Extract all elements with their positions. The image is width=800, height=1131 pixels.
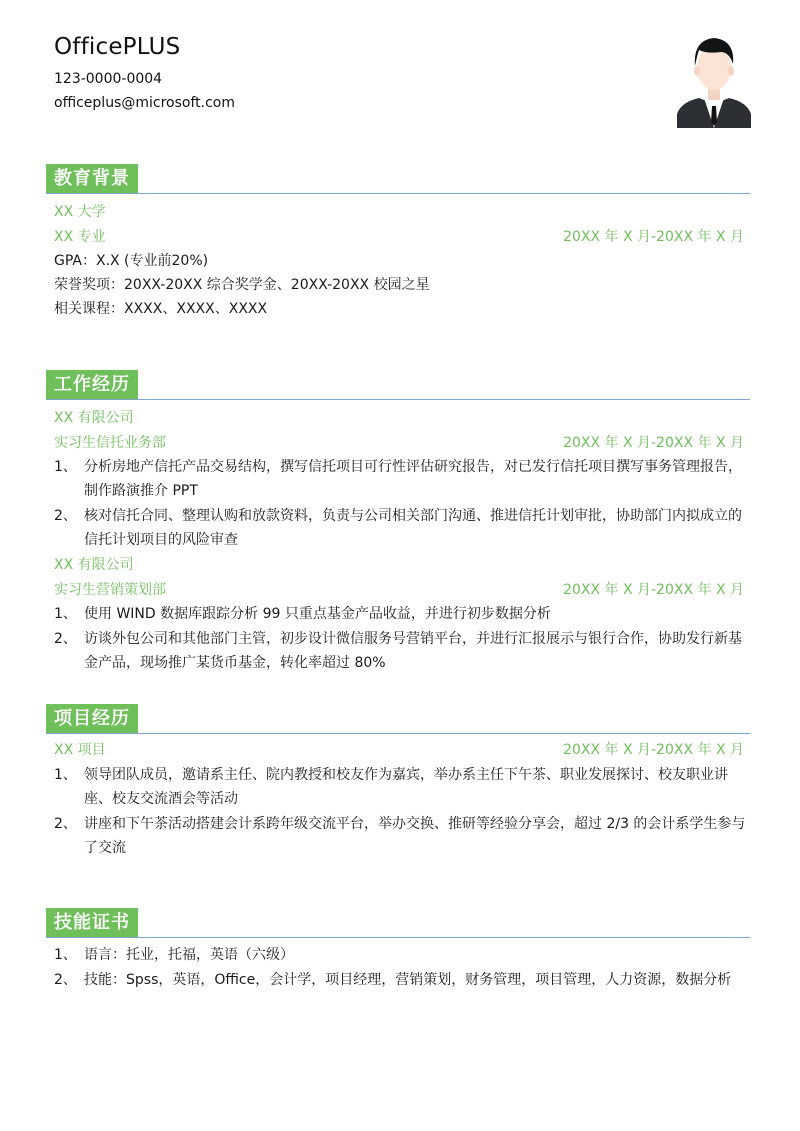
item-number: 2、: [54, 972, 77, 988]
item-text: 使用 WIND 数据库跟踪分析 99 只重点基金产品收益，并进行初步数据分析: [84, 606, 551, 622]
list-item: [54, 455, 746, 503]
candidate-name: OfficePLUS: [54, 34, 181, 60]
role: 实习生营销策划部: [54, 582, 166, 598]
courses: 相关课程：XXXX、XXXX、XXXX: [54, 301, 268, 317]
company-name: XX 有限公司: [54, 410, 134, 426]
section-title: 教育背景: [46, 164, 138, 194]
list-item: [54, 763, 746, 811]
phone-number: 123-0000-0004: [54, 71, 163, 87]
project-name: XX 项目: [54, 742, 106, 758]
role: 实习生信托业务部: [54, 435, 166, 451]
item-number: 2、: [54, 816, 77, 832]
email-address: officeplus@microsoft.com: [54, 95, 235, 111]
section-title: 项目经历: [46, 704, 138, 734]
section-project: [46, 704, 750, 734]
section-divider: [46, 193, 750, 194]
list-item: [54, 627, 746, 675]
list-item: [54, 602, 746, 626]
section-education: [46, 164, 750, 194]
item-number: 2、: [54, 508, 77, 524]
list-item: [54, 812, 746, 860]
section-divider: [46, 937, 750, 938]
list-item: [54, 968, 746, 992]
section-divider: [46, 399, 750, 400]
avatar: [677, 30, 751, 128]
item-text: 核对信托合同、整理认购和放款资料，负责与公司相关部门沟通、推进信托计划审批，协助部门内拟成立的信托计划项目的风险审查: [84, 508, 742, 548]
education-period: 20XX 年 X 月-20XX 年 X 月: [563, 229, 744, 245]
work-period: 20XX 年 X 月-20XX 年 X 月: [563, 435, 744, 451]
section-skills: [46, 908, 750, 938]
item-number: 1、: [54, 767, 77, 783]
item-text: 讲座和下午茶活动搭建会计系跨年级交流平台，举办交换、推研等经验分享会，超过 2/3 的会计系学生参与了交流: [84, 816, 746, 856]
list-item: [54, 943, 746, 967]
section-title: 工作经历: [46, 370, 138, 400]
item-number: 1、: [54, 459, 77, 475]
gpa: GPA：X.X (专业前20%): [54, 253, 209, 269]
item-text: 领导团队成员，邀请系主任、院内教授和校友作为嘉宾，举办系主任下午茶、职业发展探讨、校友职业讲座、校友交流酒会等活动: [84, 767, 728, 807]
item-number: 2、: [54, 631, 77, 647]
item-text: 技能：Spss，英语，Office，会计学，项目经理，营销策划，财务管理，项目管理，人力资源，数据分析: [84, 972, 732, 988]
item-number: 1、: [54, 606, 77, 622]
company-name: XX 有限公司: [54, 557, 134, 573]
project-row: [54, 738, 744, 762]
item-text: 分析房地产信托产品交易结构，撰写信托项目可行性评估研究报告，对已发行信托项目撰写事务管理报告，制作路演推介 PPT: [84, 459, 742, 499]
item-text: 访谈外包公司和其他部门主管，初步设计微信服务号营销平台，并进行汇报展示与银行合作，协助发行新基金产品，现场推广某货币基金，转化率超过 80%: [84, 631, 742, 671]
work-period: 20XX 年 X 月-20XX 年 X 月: [563, 582, 744, 598]
avatar-person-icon: [677, 38, 751, 128]
project-period: 20XX 年 X 月-20XX 年 X 月: [563, 742, 744, 758]
item-number: 1、: [54, 947, 77, 963]
school-name: XX 大学: [54, 204, 106, 220]
section-work: [46, 370, 750, 400]
honors: 荣誉奖项：20XX-20XX 综合奖学金、20XX-20XX 校园之星: [54, 277, 430, 293]
major: XX 专业: [54, 229, 106, 245]
section-title: 技能证书: [46, 908, 138, 938]
role-row: [54, 578, 744, 602]
list-item: [54, 504, 746, 552]
role-row: [54, 431, 744, 455]
item-text: 语言：托业，托福，英语（六级）: [84, 947, 294, 963]
major-row: [54, 225, 744, 249]
section-divider: [46, 733, 750, 734]
